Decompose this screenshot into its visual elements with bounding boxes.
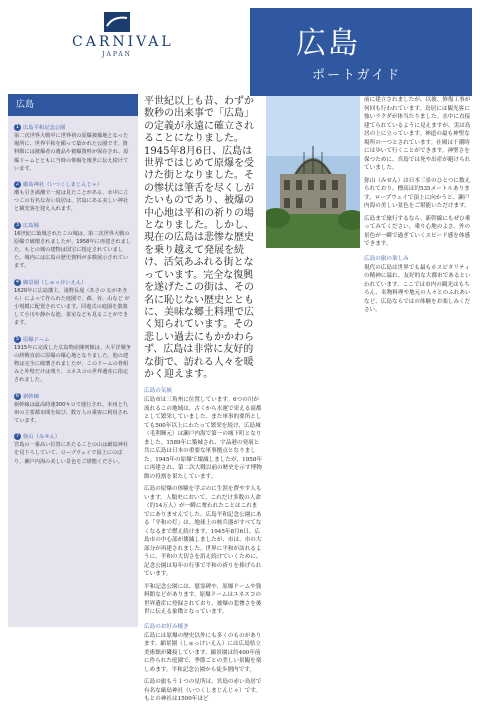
sidebar-title: 広島 (8, 94, 138, 116)
spot-title: 広島城 (23, 222, 39, 229)
spot-item (8, 393, 138, 426)
spot-item (8, 433, 138, 466)
spot-title: 縮景園（しゅっけいえん） (23, 279, 87, 286)
section-paragraph: 広島の旅もう１つの見所は、宮島の赤い鳥居で有名な厳島神社（いつくしまじんじゃ）です。もとの神社は1500年ほど (144, 679, 262, 703)
spot-number: 2 (15, 181, 20, 188)
page-title: 広島 (296, 26, 360, 61)
page-subtitle: ポートガイド (312, 68, 402, 83)
spot-heading (14, 279, 132, 287)
spot-description: 新幹線は最高時速300キロで運行され、本州と九州の主要都市間を結び、数万人の乗客に利用されています。 (14, 401, 128, 425)
column-1-sections (144, 386, 262, 704)
spot-item (8, 279, 138, 328)
spot-item (8, 124, 138, 173)
atomic-bomb-dome-photo (266, 96, 360, 248)
section-paragraph: 現代の広島は世界でも最もホスピタリティの精神に溢れ、友好的な大都市であるといわれています。ここでは市内の観光はもちろん、名物料理や地元の人々とのふれあいなど、広島ならではの体験をお楽しみください。 (364, 264, 471, 313)
column-2-sections (364, 96, 474, 315)
column-2 (364, 96, 474, 319)
section-paragraph: 広島の原爆の体験を学ぶのに生涯を費やす人もいます。人類史において、これだけ多数の人命（約14万人）が一瞬に奪われたことはこれまでにありませんでした。広島平和記念公園にある「平和の灯」は、地球上の核兵器がすべてなくなるまで燃え続けます。1945年8月6日、広島市の中心部が壊滅しましたが、市は、市の大部分が再建されました。世界に平和が訪れるように、平和の大切さを訴え続けていくために、記念公園は毎年の行事で平和の祈りを捧げられています。 (144, 486, 262, 578)
header (0, 0, 480, 90)
title-box (250, 8, 472, 96)
flag-icon (104, 12, 130, 32)
section-paragraph: 広島市は三角州に位置しています。6つの川が流れるこの地域は、古くから水運で栄える商都として繁栄していました。また軍事的要所としても500年以上にわたって繁栄を続け、広島城（毛利輝元）は瀬戸内海で第一の城下町となりました。1589年に築城され、宇品港の発展と共に広島は日本の重要な軍事拠点となりました。1945年の原爆で壊滅しましたが、1958年に再建され、第二次大戦以前の歴史を示す博物館の役割を果たしています。 (144, 397, 262, 480)
spot-number: 1 (15, 124, 20, 130)
brand-name: CARNIVAL (72, 34, 174, 50)
section-paragraph: 前に建立されましたが、以後、修復工事が何回も行われています。鳥居には観光客に強いラクダが体当たりました。水中に直接建てられているように見えますが、実は鳥居の上に立っています。神道の最も神聖な場所の一つとされています。社殿は干潮時には歩いて行くことができます。神聖さを保つために、宮島では死や出産が避けられていました。 (364, 97, 471, 171)
spot-description: 16世紀に築城されたこの城は、第二次世界大戦の原爆で破壊されましたが、1958年に再建されました。もとの城の建物は国宝に指定されていました。城内には広島の歴史資料が多数展示されています。 (14, 230, 131, 270)
spot-item (8, 222, 138, 271)
spot-number: 3 (15, 221, 20, 228)
column-1 (144, 96, 262, 708)
spot-number: 7 (15, 433, 20, 440)
spot-number: 5 (15, 335, 20, 342)
carnival-logo (72, 12, 174, 74)
section-heading: 広島のお好み焼き (144, 623, 189, 630)
spot-title: 厳島神社（いつくしまじんじゃ） (23, 182, 103, 189)
spot-description: 第二次世界大戦中に世界初の原爆被爆地となった場所に、世界平和を願って築かれた公園です。資料館には被爆者の遺品や被爆資料が保存され、原爆ドームとともに当時の惨禍を後世に伝え続けています。 (14, 133, 129, 172)
spot-heading (14, 433, 132, 441)
spot-heading (14, 124, 132, 132)
section-paragraph: 弥山（みせん）は日本三景のひとつに数えられており、標高は約535メートルあります。ロープウェイで頂上に向かうと、瀬戸内海の美しい景色をご堪能いただけます。 (364, 177, 471, 209)
spot-title: 原爆ドーム (23, 336, 50, 343)
spot-title: 新幹線 (23, 393, 39, 400)
spot-number: 6 (15, 392, 20, 399)
spot-heading (14, 336, 132, 344)
spot-description: 1620年に広島藩主、浅野長晟（あさの ながあきら）によって作られた庭園で、森、谷、山など が小規模に配置されています。回遊式の庭園を散策して小川や静かな池、茶室なども見ることができます。 (14, 287, 130, 327)
spot-description: 潮も引き満潮で一度は見たことがある、水中に立つこの有名な赤い鳥居は、宮島にある美しい神社と観光客を迎え入れます。 (14, 190, 129, 213)
spot-description: 1915年に完成した広島物産陳列館は、大平洋戦争の終戦直前に原爆の爆心地となりました。他の建物は完全に破壊されましたが、このドームの骨組みと外壁だけは残り、ユネスコの世界遺産に指定されました。 (14, 344, 131, 384)
section-heading: 広島の気候 (144, 388, 172, 395)
section-heading: 広島の旅の楽しみ (364, 255, 409, 262)
spot-heading (14, 222, 132, 230)
spot-description: 宮島の一番高い位置にあたることの山は厳島神社を見下ろしていて、ロープウェイで頂上にのぼり、瀬戸内海の美しい景色をご堪能ください。 (14, 442, 129, 465)
spot-heading (14, 393, 132, 401)
spot-title: 弥山（みせん） (23, 434, 61, 441)
spot-title: 広島平和記念公園 (23, 125, 66, 131)
spot-list (8, 124, 138, 466)
section-paragraph: 平和記念公園には、慰霊碑や、原爆ドームや資料館などがあります。原爆ドームはユネスコの世界遺産に登録されており、被爆の悲惨さを後世に伝える象徴となっています。 (144, 583, 262, 616)
spot-item (8, 336, 138, 385)
spot-item (8, 181, 138, 214)
spot-number: 4 (15, 278, 20, 285)
section-paragraph: 広島には原爆の歴史以外にも多くのものがあります。縮景園（しゅっけいえん）には広島県立美術館が隣接しています。縮景園は約400年前に作られた庭園で、季節ごとの美しい景観を楽しめます。平和記念公園から徒歩圏内です。 (144, 632, 262, 673)
brand-sub: JAPAN (102, 51, 132, 58)
sidebar (8, 94, 138, 627)
spot-heading (14, 181, 132, 189)
intro-text: 平世紀以上も昔、わずか数秒の出来事で「広島」の定義が永遠に確立されることになりました。1945年8月6日、広島は世界ではじめて原爆を受けた街となりました。その惨状は筆舌を尽くしがたいものであり、被爆の中心地は平和の祈りの場となりました。しかし、現在の広島は悲惨な歴史を乗り越えて発展を続け、活気あふれる街となっています。完全な復興を遂げたこの街は、その名に恥じない歴史とともに、美味な郷土料理で広く知られています。その悲しい過去にもかかわらず、広島は非常に友好的な街で、訪れる人々を暖かく迎えます。 (144, 96, 254, 380)
section-paragraph: 広島まで旅行するなら、新幹線にもぜひ乗ってみてください。乗り心地のよさ、外の景色が一瞬で過ぎていくスピード感を体感できます。 (364, 215, 471, 247)
